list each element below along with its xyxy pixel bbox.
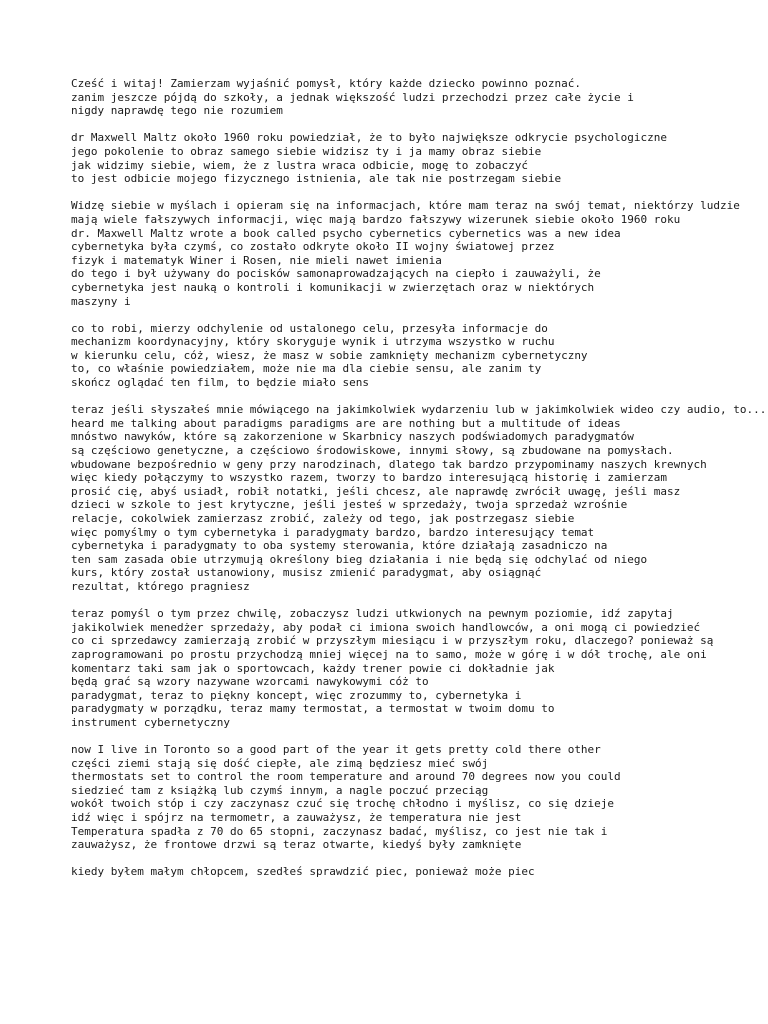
text-line: dr Maxwell Maltz około 1960 roku powiedział, że to było największe odkrycie psychologiczne: [71, 131, 668, 145]
text-line: dzieci w szkole to jest krytyczne, jeśli jesteś w sprzedaży, twoja sprzedaż wzrośnie: [71, 498, 628, 512]
text-line: kurs, który został ustanowiony, musisz zmienić paradygmat, aby osiągnąć: [71, 566, 542, 580]
text-line: now I live in Toronto so a good part of the year it gets pretty cold there other: [71, 743, 601, 757]
text-paragraph: [71, 199, 768, 308]
text-paragraph: [71, 131, 768, 185]
text-line: części ziemi stają się dość ciepłe, ale zimą będziesz mieć swój: [71, 756, 489, 770]
text-line: mechanizm koordynacyjny, który skoryguje wynik i utrzyma wszystko w ruchu: [71, 335, 555, 349]
text-line: cybernetyka była czymś, co zostało odkryte około II wojny światowej przez: [71, 240, 555, 254]
text-line: jego pokolenie to obraz samego siebie widzisz ty i ja mamy obraz siebie: [71, 144, 542, 158]
text-line: ten sam zasada obie utrzymują określony bieg działania i nie będą się odchylać od niego: [71, 552, 648, 566]
text-line: Widzę siebie w myślach i opieram się na informacjach, które mam teraz na swój temat, niektórzy ludzie: [71, 199, 740, 213]
text-line: komentarz taki sam jak o sportowcach, każdy trener powie ci dokładnie jak: [71, 661, 555, 675]
text-line: więc kiedy połączymy to wszystko razem, tworzy to bardzo interesującą historię i zamierzam: [71, 471, 668, 485]
text-paragraph: [71, 322, 768, 390]
text-line: będą grać są wzory nazywane wzorcami nawykowymi cóż to: [71, 675, 429, 689]
text-line: relacje, cokolwiek zamierzasz zrobić, zależy od tego, jak postrzegasz siebie: [71, 512, 575, 525]
text-line: instrument cybernetyczny: [71, 715, 230, 729]
text-line: idź więc i spójrz na termometr, a zauważysz, że temperatura nie jest: [71, 811, 522, 825]
text-line: thermostats set to control the room temperature and around 70 degrees now you could: [71, 770, 621, 784]
text-line: co ci sprzedawcy zamierzają zrobić w przyszłym miesiącu i w przyszłym roku, dlaczego? ponieważ są: [71, 634, 714, 648]
text-line: kiedy byłem małym chłopcem, szedłeś sprawdzić piec, ponieważ może piec: [71, 865, 535, 879]
text-line: wbudowane bezpośrednio w geny przy narodzinach, dlatego tak bardzo przypominamy naszych krewnych: [71, 457, 707, 471]
text-line: mnóstwo nawyków, które są zakorzenione w Skarbnicy naszych podświadomych paradygmatów: [71, 430, 634, 444]
text-paragraph: [71, 865, 768, 879]
text-paragraph: [71, 77, 768, 118]
text-line: fizyk i matematyk Winer i Rosen, nie mieli nawet imienia: [71, 253, 442, 267]
text-line: nigdy naprawdę tego nie rozumiem: [71, 104, 283, 118]
text-paragraph: [71, 403, 768, 593]
text-line: wokół twoich stóp i czy zaczynasz czuć się trochę chłodno i myślisz, co się dzieje: [71, 797, 615, 811]
text-line: to jest odbicie mojego fizycznego istnienia, ale tak nie postrzegam siebie: [71, 172, 562, 186]
text-line: skończ oglądać ten film, to będzie miało sens: [71, 376, 370, 390]
text-line: dr. Maxwell Maltz wrote a book called psycho cybernetics cybernetics was a new idea: [71, 226, 621, 240]
text-line: w kierunku celu, cóż, wiesz, że masz w sobie zamknięty mechanizm cybernetyczny: [71, 348, 588, 362]
text-line: zanim jeszcze pójdą do szkoły, a jednak większość ludzi przechodzi przez całe życie i: [71, 90, 634, 104]
document-page: [71, 77, 768, 893]
text-line: prosić cię, abyś usiadł, robił notatki, jeśli chcesz, ale naprawdę zwrócił uwagę, jeśli masz: [71, 484, 681, 498]
text-line: teraz pomyśl o tym przez chwilę, zobaczysz ludzi utkwionych na pewnym poziomie, idź zapytaj: [71, 607, 674, 621]
text-line: zaprogramowani po prostu przychodzą mniej więcej na to samo, może w górę i w dół trochę, ale oni: [71, 647, 707, 661]
text-line: teraz jeśli słyszałeś mnie mówiącego na jakimkolwiek wydarzeniu lub w jakimkolwiek wideo czy audio, to...: [71, 403, 767, 417]
text-line: cybernetyka i paradygmaty to oba systemy sterowania, które działają zasadniczo na: [71, 539, 608, 553]
text-line: paradygmaty w porządku, teraz mamy termostat, a termostat w twoim domu to: [71, 702, 555, 716]
text-line: maszyny i: [71, 294, 131, 308]
text-paragraph: [71, 743, 768, 852]
text-line: cybernetyka jest nauką o kontroli i komunikacji w zwierzętach oraz w niektórych: [71, 280, 595, 294]
text-line: jak widzimy siebie, wiem, że z lustra wraca odbicie, mogę to zobaczyć: [71, 158, 528, 172]
text-line: więc pomyślmy o tym cybernetyka i paradygmaty bardzo, bardzo interesujący temat: [71, 525, 595, 539]
text-line: jakikolwiek menedżer sprzedaży, aby podał ci imiona swoich handlowców, a oni mogą ci powiedzieć: [71, 620, 701, 634]
text-line: zauważysz, że frontowe drzwi są teraz otwarte, kiedyś były zamknięte: [71, 838, 522, 852]
text-line: Cześć i witaj! Zamierzam wyjaśnić pomysł, który każde dziecko powinno poznać.: [71, 77, 581, 90]
text-line: rezultat, którego pragniesz: [71, 579, 250, 593]
text-line: mają wiele fałszywych informacji, więc mają bardzo fałszywy wizerunek siebie około 1960 roku: [71, 212, 681, 226]
text-paragraph: [71, 607, 768, 729]
text-line: to, co właśnie powiedziałem, może nie ma dla ciebie sensu, ale zanim ty: [71, 362, 542, 376]
text-line: do tego i był używany do pocisków samonaprowadzających na ciepło i zauważyli, że: [71, 267, 601, 281]
text-line: Temperatura spadła z 70 do 65 stopni, zaczynasz badać, myślisz, co jest nie tak i: [71, 824, 608, 838]
text-line: siedzieć tam z książką lub czymś innym, a nagle poczuć przeciąg: [71, 783, 489, 797]
text-line: są częściowo genetyczne, a częściowo środowiskowe, innymi słowy, są zbudowane na pomysłach.: [71, 444, 674, 458]
text-line: heard me talking about paradigms paradigms are are nothing but a multitude of ideas: [71, 416, 621, 430]
text-line: paradygmat, teraz to piękny koncept, więc zrozummy to, cybernetyka i: [71, 688, 522, 702]
text-line: co to robi, mierzy odchylenie od ustalonego celu, przesyła informacje do: [71, 321, 548, 335]
